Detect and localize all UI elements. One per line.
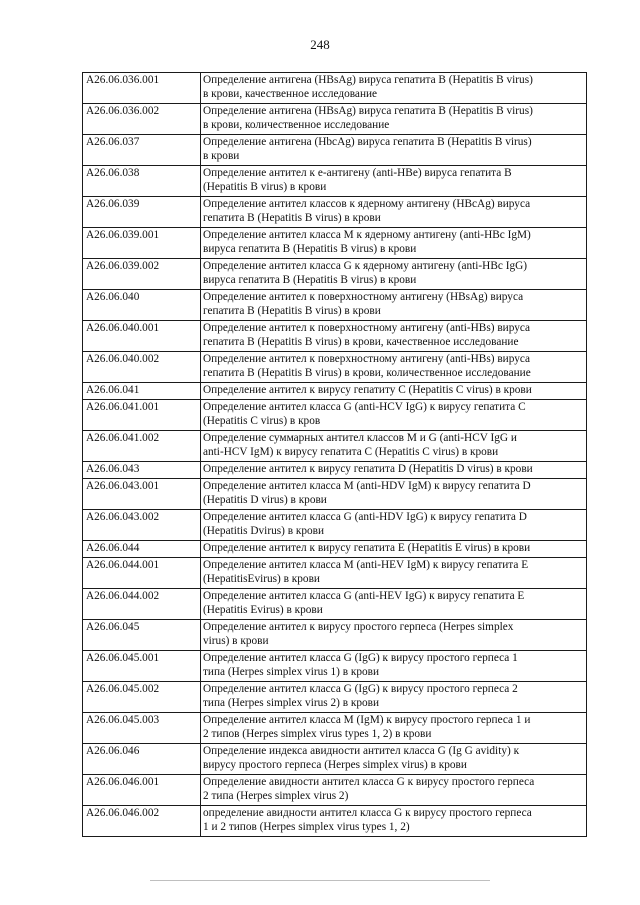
table-row: [83, 462, 587, 479]
service-code: A26.06.044.001: [83, 558, 201, 589]
service-code: A26.06.041.001: [83, 400, 201, 431]
table-row: [83, 228, 587, 259]
table-row: [83, 713, 587, 744]
service-description: [201, 290, 587, 321]
description-line: Определение антител класса G (IgG) к вирусу простого герпеса 2: [203, 683, 518, 695]
table-row: [83, 651, 587, 682]
service-code: A26.06.036.002: [83, 104, 201, 135]
description-line: гепатита B (Hepatitis B virus) в крови: [203, 304, 381, 317]
table-row: [83, 775, 587, 806]
service-description: [201, 104, 587, 135]
table-row: [83, 104, 587, 135]
table-row: [83, 558, 587, 589]
description-line: вирусу простого герпеса (Herpes simplex virus) в крови: [203, 758, 467, 771]
service-description: [201, 135, 587, 166]
description-line: 1 и 2 типов (Herpes simplex virus types 1, 2): [203, 820, 410, 833]
description-line: Определение суммарных антител классов M и G (anti-HCV IgG и: [203, 432, 517, 444]
service-description: [201, 589, 587, 620]
table-row: [83, 479, 587, 510]
service-code: A26.06.043.002: [83, 510, 201, 541]
service-description: [201, 806, 587, 837]
service-description: [201, 431, 587, 462]
table-row: [83, 135, 587, 166]
service-description: [201, 744, 587, 775]
description-line: Определение антител к поверхностному антигену (HBsAg) вируса: [203, 291, 524, 303]
service-code: A26.06.041: [83, 383, 201, 400]
service-description: [201, 197, 587, 228]
description-line: в крови, количественное исследование: [203, 118, 390, 131]
table-row: [83, 383, 587, 400]
description-line: Определение антител класса M (IgM) к вирусу простого герпеса 1 и: [203, 714, 531, 726]
service-description: [201, 259, 587, 290]
description-line: Определение антигена (HbcAg) вируса гепатита B (Hepatitis B virus): [203, 136, 532, 148]
description-line: Определение антител класса M к ядерному антигену (anti-HBc IgM): [203, 229, 531, 241]
service-description: [201, 558, 587, 589]
description-line: (HepatitisEvirus) в крови: [203, 572, 320, 585]
service-code: A26.06.039.002: [83, 259, 201, 290]
description-line: Определение антител класса M (anti-HEV IgM) к вирусу гепатита E: [203, 559, 529, 571]
description-line: определение авидности антител класса G к вирусу простого герпеса: [203, 807, 532, 819]
service-code: A26.06.043.001: [83, 479, 201, 510]
service-code: A26.06.040: [83, 290, 201, 321]
page-number: 248: [310, 37, 330, 52]
description-line: (Hepatitis Dvirus) в крови: [203, 524, 325, 537]
table-row: [83, 682, 587, 713]
service-code: A26.06.045.003: [83, 713, 201, 744]
table-row: [83, 290, 587, 321]
table-row: [83, 166, 587, 197]
service-code: A26.06.044.002: [83, 589, 201, 620]
description-line: Определение антител к e-антигену (anti-HBe) вируса гепатита B: [203, 167, 512, 179]
description-line: вируса гепатита B (Hepatitis B virus) в крови: [203, 242, 417, 255]
service-description: [201, 620, 587, 651]
table-row: [83, 806, 587, 837]
description-line: 2 типов (Herpes simplex virus types 1, 2) в крови: [203, 727, 432, 740]
service-code: A26.06.040.001: [83, 321, 201, 352]
description-line: Определение индекса авидности антител класса G (Ig G avidity) к: [203, 745, 520, 757]
table-row: [83, 352, 587, 383]
service-code: A26.06.039: [83, 197, 201, 228]
service-code: A26.06.043: [83, 462, 201, 479]
service-description: [201, 479, 587, 510]
service-code: A26.06.039.001: [83, 228, 201, 259]
table-row: [83, 541, 587, 558]
service-code: A26.06.045.001: [83, 651, 201, 682]
description-line: Определение антител класса G к ядерному антигену (anti-HBc IgG): [203, 260, 528, 272]
description-line: Определение антигена (HBsAg) вируса гепатита B (Hepatitis B virus): [203, 74, 533, 86]
table-row: [83, 620, 587, 651]
service-description: [201, 383, 587, 400]
description-line: Определение антител к вирусу гепатита D (Hepatitis D virus) в крови: [203, 463, 533, 475]
service-description: [201, 651, 587, 682]
description-line: anti-HCV IgM) к вирусу гепатита C (Hepatitis C virus) в крови: [203, 445, 499, 458]
service-code: A26.06.037: [83, 135, 201, 166]
table-row: [83, 510, 587, 541]
table-row: [83, 197, 587, 228]
description-line: (Hepatitis C virus) в кров: [203, 414, 321, 427]
service-description: [201, 228, 587, 259]
description-line: Определение антител класса G (IgG) к вирусу простого герпеса 1: [203, 652, 518, 664]
description-line: (Hepatitis B virus) в крови: [203, 180, 327, 193]
service-code: A26.06.041.002: [83, 431, 201, 462]
service-description: [201, 541, 587, 558]
description-line: Определение антител классов к ядерному антигену (HBcAg) вируса: [203, 198, 531, 210]
service-codes-table: [82, 72, 587, 837]
table-row: [83, 321, 587, 352]
description-line: в крови: [203, 149, 240, 162]
service-description: [201, 400, 587, 431]
description-line: гепатита B (Hepatitis B virus) в крови, количественное исследование: [203, 366, 531, 379]
service-code: A26.06.040.002: [83, 352, 201, 383]
description-line: Определение антител к вирусу гепатиту C (Hepatitis C virus) в крови: [203, 384, 532, 396]
table-row: [83, 589, 587, 620]
description-line: гепатита B (Hepatitis B virus) в крови, качественное исследование: [203, 335, 519, 348]
table-body: [83, 73, 587, 837]
service-description: [201, 352, 587, 383]
service-description: [201, 682, 587, 713]
service-code: A26.06.038: [83, 166, 201, 197]
description-line: типа (Herpes simplex virus 1) в крови: [203, 665, 380, 678]
table-row: [83, 744, 587, 775]
service-code: A26.06.036.001: [83, 73, 201, 104]
description-line: Определение авидности антител класса G к вирусу простого герпеса: [203, 776, 535, 788]
table-row: [83, 73, 587, 104]
description-line: Определение антител к поверхностному антигену (anti-HBs) вируса: [203, 322, 531, 334]
service-code: A26.06.045: [83, 620, 201, 651]
service-description: [201, 510, 587, 541]
table-row: [83, 259, 587, 290]
service-description: [201, 321, 587, 352]
service-code: A26.06.045.002: [83, 682, 201, 713]
table-row: [83, 400, 587, 431]
service-description: [201, 713, 587, 744]
description-line: вируса гепатита B (Hepatitis B virus) в крови: [203, 273, 417, 286]
description-line: Определение антител класса G (anti-HEV IgG) к вирусу гепатита E: [203, 590, 525, 602]
service-code: A26.06.046.002: [83, 806, 201, 837]
description-line: 2 типа (Herpes simplex virus 2): [203, 789, 349, 802]
page-bottom-rule: [150, 880, 490, 881]
description-line: Определение антител к поверхностному антигену (anti-HBs) вируса: [203, 353, 531, 365]
description-line: типа (Herpes simplex virus 2) в крови: [203, 696, 380, 709]
service-description: [201, 775, 587, 806]
description-line: Определение антител к вирусу гепатита E (Hepatitis E virus) в крови: [203, 542, 531, 554]
description-line: (Hepatitis Evirus) в крови: [203, 603, 323, 616]
service-description: [201, 73, 587, 104]
table-row: [83, 431, 587, 462]
description-line: Определение антител класса G (anti-HCV IgG) к вирусу гепатита C: [203, 401, 526, 413]
service-code: A26.06.046.001: [83, 775, 201, 806]
description-line: Определение антигена (HBsAg) вируса гепатита B (Hepatitis B virus): [203, 105, 533, 117]
description-line: гепатита B (Hepatitis B virus) в крови: [203, 211, 381, 224]
description-line: virus) в крови: [203, 634, 269, 647]
description-line: Определение антител к вирусу простого герпеса (Herpes simplex: [203, 621, 514, 633]
service-description: [201, 166, 587, 197]
description-line: Определение антител класса G (anti-HDV IgG) к вирусу гепатита D: [203, 511, 527, 523]
description-line: Определение антител класса M (anti-HDV IgM) к вирусу гепатита D: [203, 480, 531, 492]
description-line: (Hepatitis D virus) в крови: [203, 493, 327, 506]
service-code: A26.06.046: [83, 744, 201, 775]
service-description: [201, 462, 587, 479]
description-line: в крови, качественное исследование: [203, 87, 378, 100]
service-code: A26.06.044: [83, 541, 201, 558]
